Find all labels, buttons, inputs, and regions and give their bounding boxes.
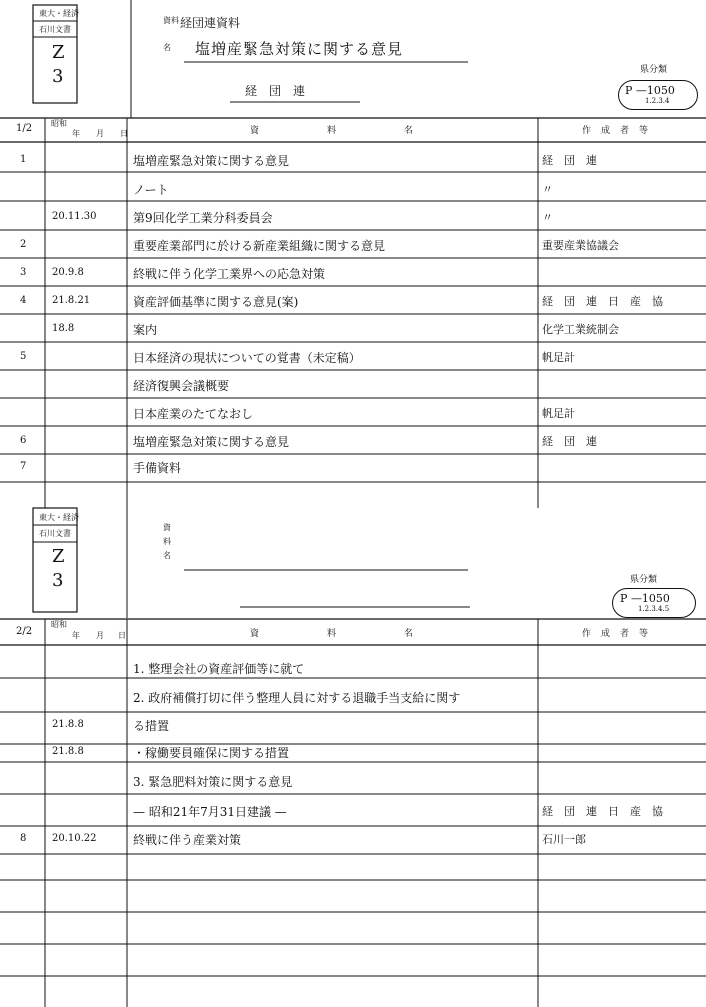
bunrui-sub: 1.2.3.4	[645, 97, 670, 105]
row-author: 経 団 連 日 産 協	[542, 805, 663, 818]
row-author: 経 団 連	[542, 435, 597, 448]
page-fraction: 2/2	[16, 626, 33, 637]
header-line1: 経団連資料	[180, 16, 241, 30]
row-author: 石川一郎	[542, 833, 586, 846]
col-nen: 年	[72, 129, 80, 138]
row-title: 案内	[133, 323, 158, 337]
bunrui-sub: 1.2.3.4.5	[638, 605, 670, 613]
row-number: 8	[20, 833, 27, 844]
row-title: — 昭和21年7月31日建議 —	[133, 805, 287, 819]
row-number: 3	[20, 267, 27, 278]
shiryo-label: 資料	[163, 16, 179, 25]
col-shiryo-name: 資料名	[250, 629, 482, 639]
row-title: 塩増産緊急対策に関する意見	[133, 435, 290, 449]
col-tsuki: 月	[96, 129, 104, 138]
bunrui-label: 県分類	[640, 65, 668, 75]
row-date: 18.8	[52, 323, 75, 334]
row-number: 5	[20, 351, 27, 362]
stamp-line1: 東大・経済	[39, 9, 79, 18]
col-hi: 日	[120, 129, 128, 138]
stamp-code2: 3	[52, 570, 64, 591]
row-date: 21.8.8	[52, 719, 84, 730]
row-date: 20.10.22	[52, 833, 97, 844]
card-2-ruling	[0, 500, 706, 1007]
row-author: 化学工業統制会	[542, 323, 619, 336]
row-title: ノート	[133, 183, 169, 197]
stamp-code2: 3	[52, 66, 64, 87]
row-number: 2	[20, 239, 27, 250]
col-nen: 年	[72, 631, 80, 640]
row-title: 資産評価基準に関する意見(案)	[133, 295, 299, 309]
mei-label: 名	[163, 551, 171, 560]
col-sakuseisha: 作成者等	[582, 126, 659, 136]
col-sakuseisha: 作成者等	[582, 629, 659, 639]
row-title: 手備資料	[133, 461, 182, 475]
bunrui-code: P —1050	[625, 84, 675, 97]
stamp-code1: Z	[52, 42, 65, 63]
row-title: 第9回化学工業分科委員会	[133, 211, 273, 225]
row-title: 3. 緊急肥料対策に関する意見	[133, 775, 293, 789]
row-number: 4	[20, 295, 27, 306]
row-title: 経済復興会議概要	[133, 379, 230, 393]
row-author: 重要産業協議会	[542, 239, 619, 252]
row-number: 7	[20, 461, 27, 472]
col-showa: 昭和	[51, 620, 67, 629]
row-title: 重要産業部門に於ける新産業組織に関する意見	[133, 239, 386, 253]
row-date: 21.8.21	[52, 295, 91, 306]
shiryo-label-2: 料	[163, 537, 171, 546]
page-fraction: 1/2	[16, 123, 33, 134]
stamp-line1: 東大・経済	[39, 513, 79, 522]
row-title: 終戦に伴う化学工業界への応急対策	[133, 267, 326, 281]
row-author: 帆足計	[542, 351, 575, 364]
shiryo-label-1: 資	[163, 523, 171, 532]
issuer: 経 団 連	[245, 84, 306, 98]
row-date: 21.8.8	[52, 746, 84, 757]
row-title: 日本産業のたてなおし	[133, 407, 254, 421]
bunrui-label: 県分類	[630, 575, 658, 585]
stamp-line2: 石川文書	[39, 25, 71, 34]
row-title: 塩増産緊急対策に関する意見	[133, 154, 290, 168]
row-title: 1. 整理会社の資産評価等に就て	[133, 662, 305, 676]
document-title: 塩増産緊急対策に関する意見	[195, 40, 404, 58]
col-tsuki: 月	[96, 631, 104, 640]
stamp-line2: 石川文書	[39, 529, 71, 538]
row-date: 20.11.30	[52, 211, 97, 222]
row-date: 20.9.8	[52, 267, 84, 278]
stamp-code1: Z	[52, 546, 65, 567]
col-hi: 日	[118, 631, 126, 640]
row-number: 1	[20, 154, 27, 165]
bunrui-code: P —1050	[620, 592, 670, 605]
col-showa: 昭和	[51, 119, 67, 128]
row-author: 帆足計	[542, 407, 575, 420]
row-number: 6	[20, 435, 27, 446]
col-shiryo-name: 資料名	[250, 126, 482, 136]
row-title: 日本経済の現状についての覚書（未定稿）	[133, 351, 361, 365]
index-card-1	[0, 0, 706, 500]
index-card-2	[0, 500, 706, 1007]
mei-label: 名	[163, 43, 171, 52]
row-title: ・稼働要員確保に関する措置	[133, 746, 290, 760]
row-title: 2. 政府補償打切に伴う整理人員に対する退職手当支給に関す	[133, 691, 461, 705]
row-author: 経 団 連 日 産 協	[542, 295, 663, 308]
row-author: 〃	[542, 211, 553, 224]
row-author: 経 団 連	[542, 154, 597, 167]
row-title: 終戦に伴う産業対策	[133, 833, 242, 847]
row-author: 〃	[542, 183, 553, 196]
row-title: る措置	[133, 719, 170, 733]
